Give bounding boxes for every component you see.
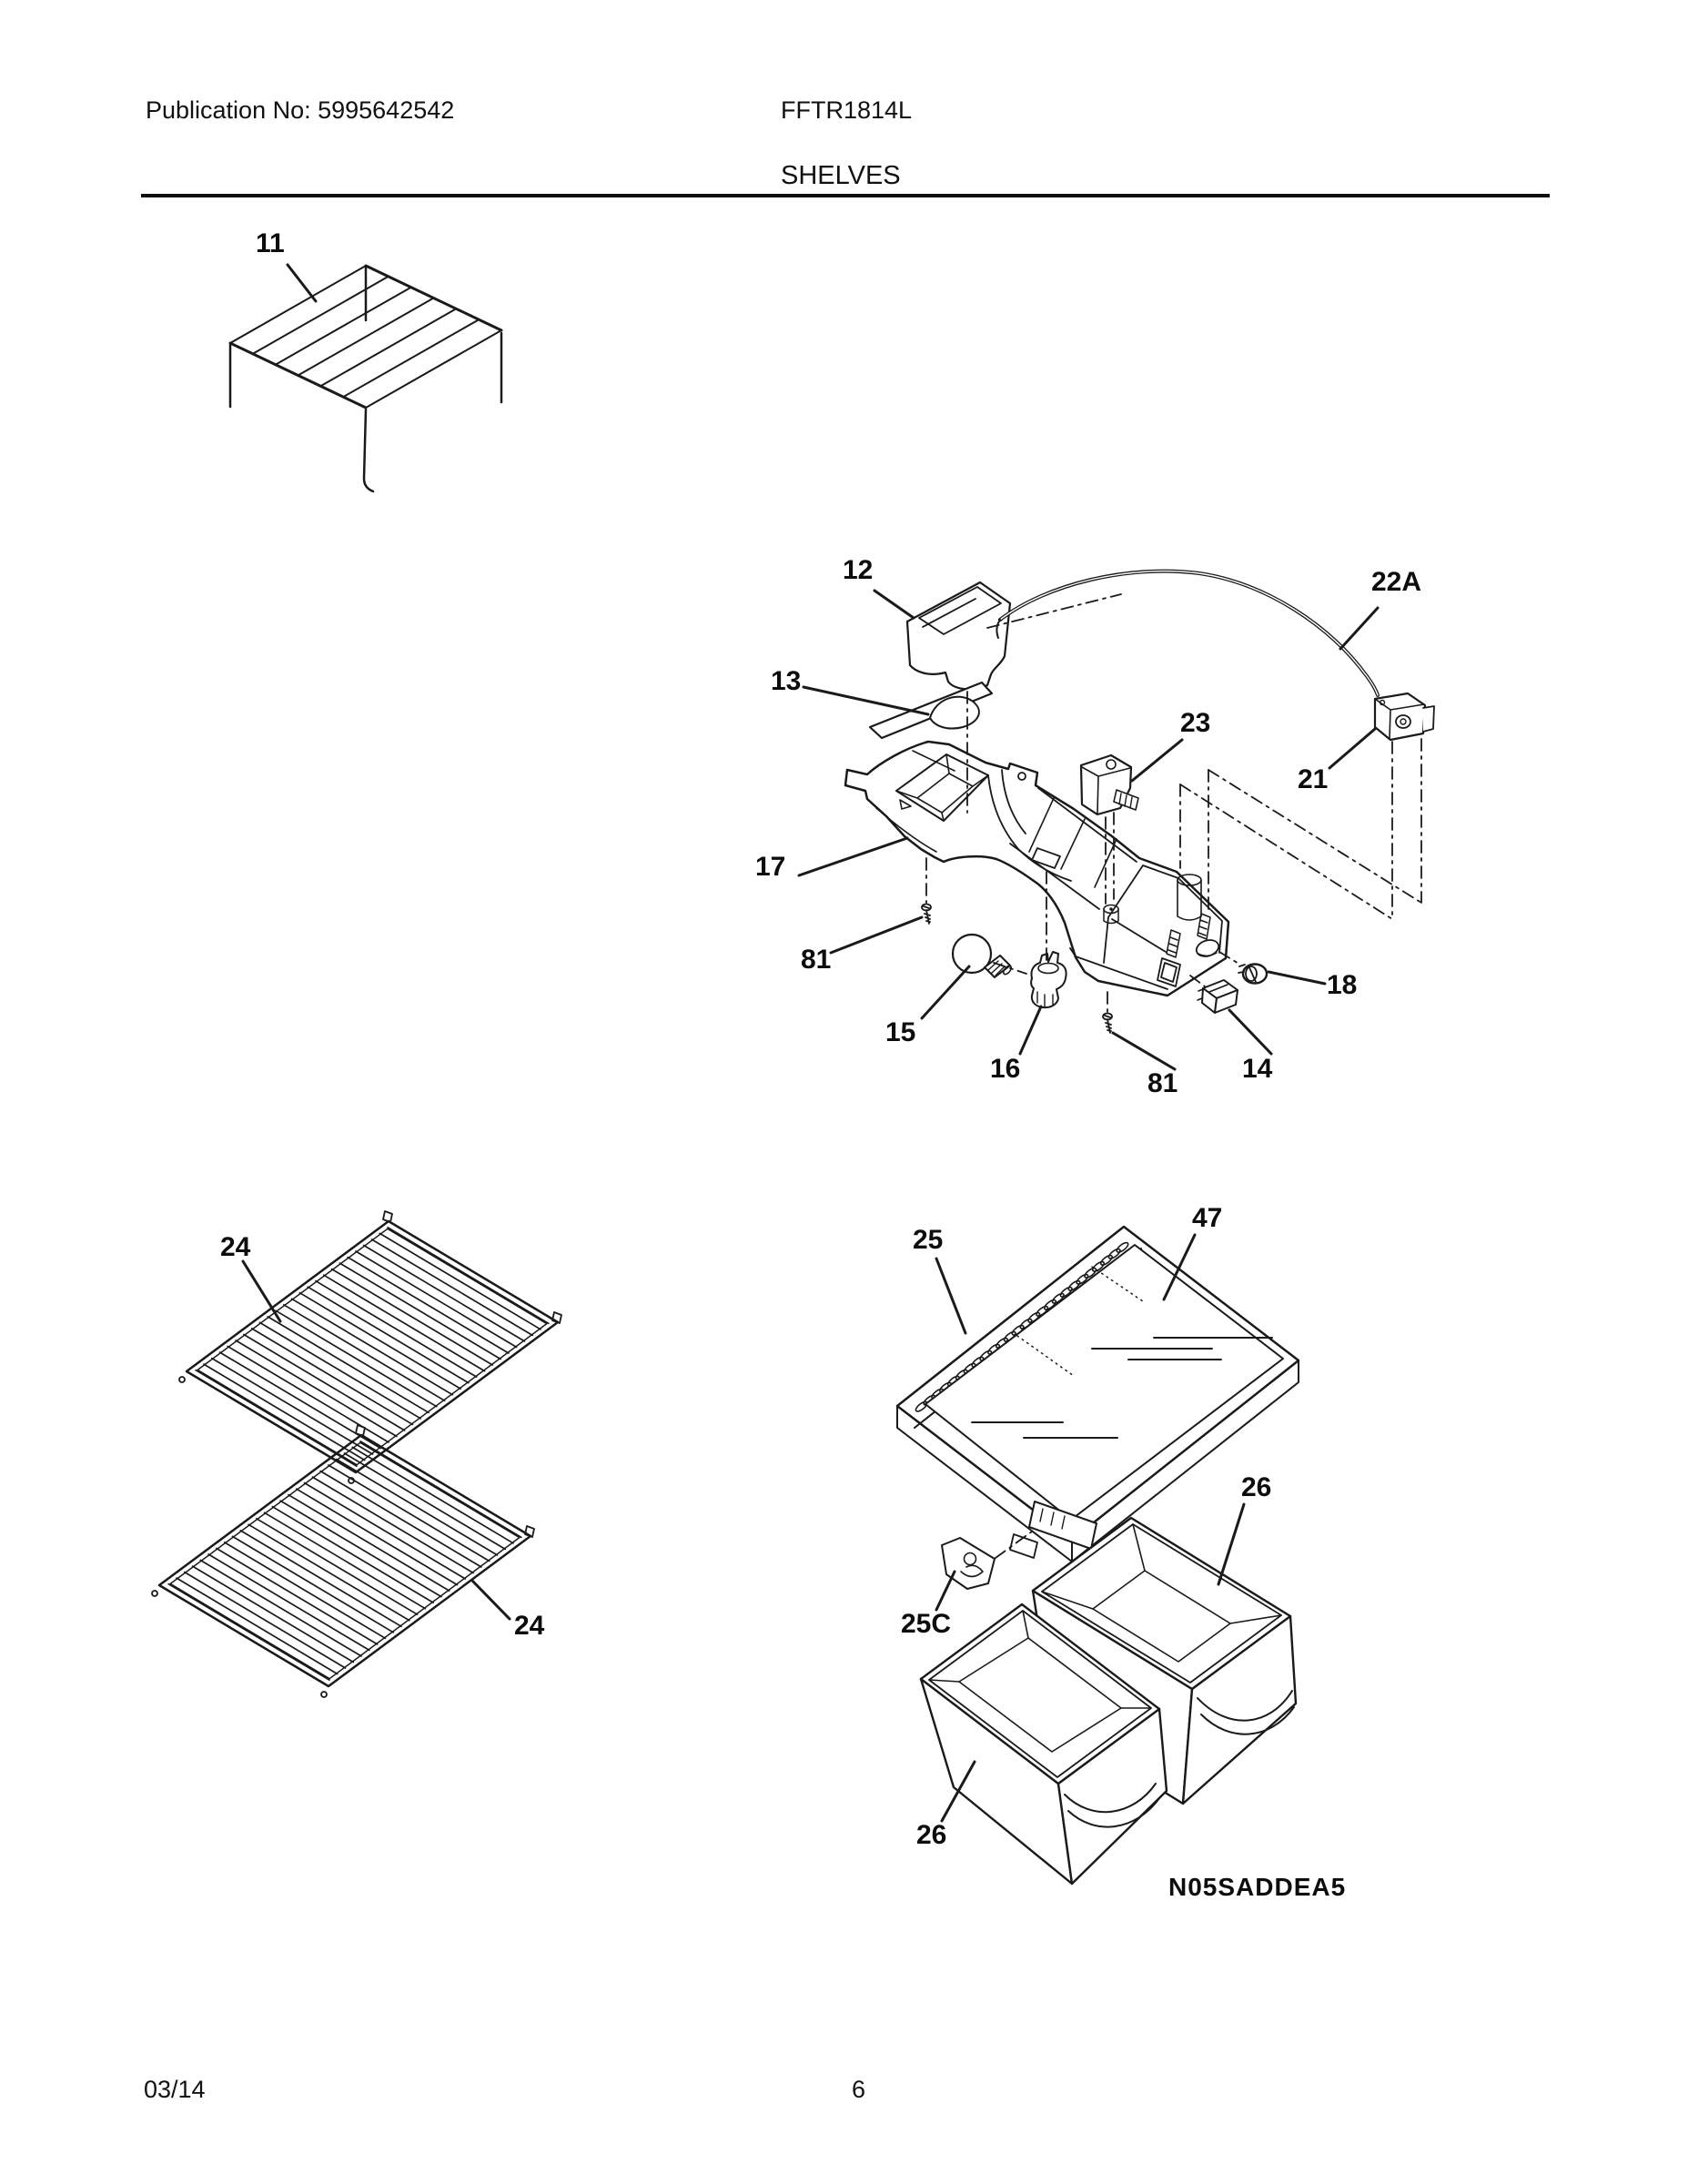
leader-81a: [831, 917, 922, 953]
shelf11-leg-front: [364, 410, 373, 491]
footer-page-number: 6: [852, 2076, 866, 2103]
callout-81a: 81: [801, 945, 832, 975]
duct-outline: [845, 742, 1228, 996]
leader-26a: [1218, 1504, 1244, 1584]
callout-11: 11: [256, 228, 285, 258]
glass-shelf-25-47-drawing: [897, 1227, 1299, 1562]
page-title: SHELVES: [781, 161, 901, 190]
wire-shelf-11-drawing: [230, 268, 501, 491]
leader-15: [922, 966, 969, 1018]
thermostat-23-drawing: [1081, 755, 1138, 814]
callout-13: 13: [771, 666, 802, 696]
leader-24a: [243, 1261, 280, 1321]
footer-date: 03/14: [144, 2076, 206, 2103]
leader-24b: [472, 1581, 510, 1619]
callout-15: 15: [885, 1017, 916, 1047]
leader-21: [1329, 729, 1375, 768]
callout-16: 16: [990, 1054, 1021, 1084]
air-duct-housing-17-drawing: [845, 742, 1228, 996]
callout-24b: 24: [514, 1611, 545, 1641]
leader-25c: [936, 1572, 955, 1610]
callout-14: 14: [1242, 1054, 1273, 1084]
callout-25c: 25C: [901, 1609, 952, 1639]
callout-18: 18: [1327, 970, 1358, 1000]
callout-26a: 26: [1241, 1472, 1272, 1502]
grommet-18-drawing: [1238, 965, 1267, 984]
callout-24a: 24: [220, 1232, 251, 1262]
publication-number: Publication No: 5995642542: [146, 96, 455, 124]
leader-17: [799, 838, 907, 875]
callout-26b: 26: [916, 1820, 947, 1850]
cold-control-21-drawing: [996, 567, 1434, 740]
leader-25: [936, 1259, 965, 1333]
light-bulb-15-drawing: [953, 935, 1013, 977]
callout-81b: 81: [1147, 1068, 1178, 1098]
diagram-code: N05SADDEA5: [1168, 1873, 1347, 1901]
leader-12: [874, 591, 914, 618]
leader-18: [1269, 972, 1325, 984]
leader-16: [1020, 1006, 1041, 1054]
lens-bracket-13-drawing: [870, 682, 992, 738]
callout-23: 23: [1180, 708, 1211, 738]
leader-13: [804, 687, 928, 714]
screw-81-bottom-drawing: [1103, 1014, 1112, 1034]
callout-22a: 22A: [1371, 567, 1422, 597]
leader-81b: [1113, 1033, 1175, 1069]
light-lens-12-drawing: [907, 582, 1010, 689]
callout-47: 47: [1192, 1203, 1223, 1233]
leader-23: [1132, 740, 1182, 781]
callout-17: 17: [755, 852, 786, 882]
door-switch-14-drawing: [1198, 980, 1238, 1013]
callout-21: 21: [1298, 764, 1329, 794]
callout-25: 25: [913, 1225, 944, 1255]
leader-14: [1229, 1010, 1271, 1054]
screw-81-left-drawing: [922, 905, 931, 925]
leader-22a: [1340, 608, 1378, 649]
callout-12: 12: [843, 555, 874, 585]
model-number: FFTR1814L: [781, 96, 913, 124]
lamp-socket-16-drawing: [1031, 952, 1066, 1007]
capillary-tube-22a-highlight: [1000, 571, 1378, 695]
leader-11: [288, 265, 316, 301]
